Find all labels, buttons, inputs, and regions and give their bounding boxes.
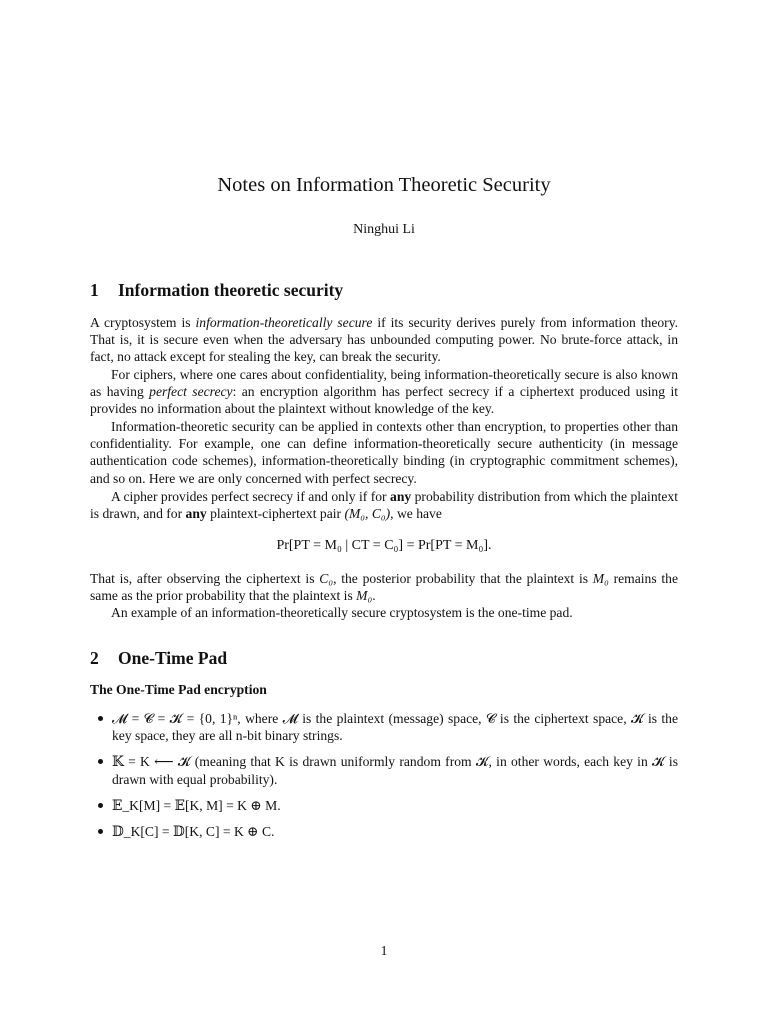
emphasis-term: perfect secrecy: [149, 384, 233, 400]
section-1-paragraph-2: [90, 366, 678, 418]
bullet-icon: [98, 759, 103, 764]
section-1-paragraph-1: [90, 314, 678, 366]
page-number: 1: [380, 943, 388, 958]
list-item: [90, 823, 678, 840]
section-2-heading: [90, 648, 227, 669]
document-author: Ninghui Li: [353, 222, 415, 237]
text-run: : an encryption algorithm has perfect secrecy if a ciphertext produced using it provides no information about the plaintext without knowledge of the key.: [90, 384, 678, 417]
text-run: plaintext-ciphertext pair: [206, 506, 345, 522]
text-run: Information-theoretic security can be applied in contexts other than encryption, to properties other than confidentiality. For example, one can define information-theoretically secure authenticity (in message authentication code schemes), information-theoretically binding (in cryptographic commitment schemes), and so on. Here we are only concerned with perfect secrecy.: [90, 419, 678, 486]
text-run: probability distribution from which the plaintext is drawn, and for: [90, 489, 679, 522]
inline-math: (M₀, C₀): [344, 506, 391, 522]
text-run: A cryptosystem is: [90, 315, 196, 330]
text-run: A cipher provides perfect secrecy if and only if for: [111, 489, 391, 504]
text-run: For ciphers, where one cares about confidentiality, being information-theoretically secure is also known as having: [90, 367, 678, 400]
bullet-icon: [98, 716, 103, 721]
text-run: .: [372, 588, 376, 604]
text-run: , the posterior probability that the plaintext is: [333, 571, 593, 586]
section-1-paragraph-5: [90, 570, 678, 604]
text-run: That is, after observing the ciphertext is: [90, 571, 320, 586]
text-run: An example of an information-theoretically secure cryptosystem is the one-time pad.: [111, 605, 573, 620]
list-item-text: 𝔻_K[C] = 𝔻[K, C] = K ⊕ C.: [112, 824, 275, 840]
list-item-text: 𝔼_K[M] = 𝔼[K, M] = K ⊕ M.: [112, 797, 281, 813]
text-run: , we have: [390, 506, 442, 522]
section-1-number: 1: [90, 280, 99, 300]
inline-math: M₀: [356, 588, 373, 604]
bullet-icon: [98, 829, 103, 834]
bullet-icon: [98, 803, 103, 808]
list-item: [90, 753, 678, 787]
section-2-title: One-Time Pad: [118, 648, 228, 668]
perfect-secrecy-equation: Pr[PT = M₀ | CT = C₀] = Pr[PT = M₀].: [276, 538, 492, 553]
bold-term: any: [390, 489, 412, 504]
section-1-paragraph-4: [90, 488, 678, 522]
text-run: remains the same as the prior probability that the plaintext is: [90, 571, 679, 604]
section-1-paragraph-3: [90, 418, 678, 487]
list-item: [90, 710, 678, 744]
section-2-number: 2: [90, 648, 99, 668]
list-item: [90, 797, 678, 814]
section-1-paragraph-6: [90, 604, 678, 621]
document-title: Notes on Information Theoretic Security: [217, 174, 551, 196]
list-item-text: 𝕂 = K ⟵ 𝓚 (meaning that K is drawn uniformly random from 𝓚, in other words, each key in 𝓚 is drawn with equal probability).: [112, 754, 678, 787]
section-2-subheading: The One-Time Pad encryption: [90, 682, 267, 697]
section-1-title: Information theoretic security: [118, 280, 344, 300]
inline-math: C₀: [319, 571, 334, 586]
one-time-pad-definition-list: [90, 710, 678, 840]
text-run: if its security derives purely from information theory. That is, it is secure even when the adversary has unbounded computing power. No brute-force attack, in fact, no attack except for stealing the key, can break the security.: [90, 315, 679, 365]
section-1-heading: [90, 280, 343, 301]
emphasis-term: information-theoretically secure: [195, 315, 373, 330]
inline-math: M₀: [592, 571, 609, 586]
bold-term: any: [185, 506, 207, 522]
list-item-text: 𝓜 = 𝓒 = 𝓚 = {0, 1}ⁿ, where 𝓜 is the plaintext (message) space, 𝓒 is the ciphertext space, 𝓚 is the key space, they are all n-bit binary strings.: [112, 711, 678, 744]
